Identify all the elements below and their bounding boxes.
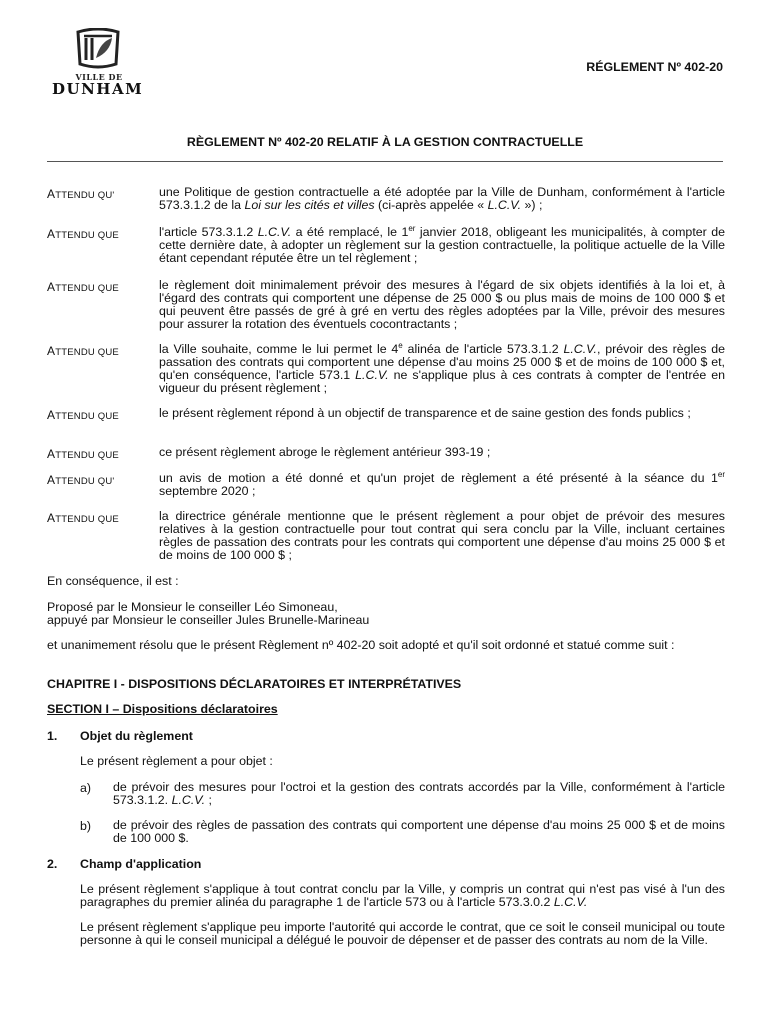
- attendu-text: une Politique de gestion contractuelle a été adoptée par la Ville de Dunham, conformément à l'article 573.3.1.2 de la Loi sur les cités et villes (ci-après appelée « L.C.V. ») ;: [159, 185, 725, 212]
- list-item-key: a): [80, 781, 92, 795]
- attendu-label: ATTENDU QU': [47, 473, 115, 487]
- document-title: RÈGLEMENT Nº 402-20 RELATIF À LA GESTION CONTRACTUELLE: [186, 135, 584, 149]
- title-divider: [47, 161, 723, 162]
- article-1-intro: Le présent règlement a pour objet :: [80, 754, 273, 768]
- attendu-text: la directrice générale mentionne que le présent règlement a pour objet de prévoir des mesures relatives à la gestion contractuelle pour tout contrat qui sera conclu par la Ville, incluant certaines règles de passation des contrats pour les contrats qui comportent une dépense d'au moins 25 000 $ et de moins de 100 000 $ ;: [159, 509, 725, 562]
- chapter-heading: CHAPITRE I - DISPOSITIONS DÉCLARATOIRES ET INTERPRÉTATIVES: [47, 677, 462, 691]
- header-reference: RÉGLEMENT Nº 402-20: [586, 60, 723, 74]
- list-item-key: b): [80, 819, 92, 833]
- propose-text: Proposé par le Monsieur le conseiller Léo Simoneau,: [47, 600, 338, 614]
- attendu-text: l'article 573.3.1.2 L.C.V. a été remplacé, le 1er janvier 2018, obligeant les municipalités, à compter de cette dernière date, à adopter un règlement sur la gestion contractuelle, la politique actuelle de la Ville étant cependant réputée être un tel règlement ;: [159, 223, 725, 265]
- attendu-label: ATTENDU QUE: [47, 408, 119, 422]
- article-2-title: Champ d'application: [80, 857, 202, 871]
- attendu-label: ATTENDU QU': [47, 187, 115, 201]
- attendu-label: ATTENDU QUE: [47, 447, 119, 461]
- article-1-number: 1.: [47, 729, 58, 743]
- list-item-text: de prévoir des mesures pour l'octroi et la gestion des contrats accordés par la Ville, conformément à l'article 573.3.1.2. L.C.V. ;: [113, 780, 725, 807]
- attendu-label: ATTENDU QUE: [47, 280, 119, 294]
- attendu-label: ATTENDU QUE: [47, 511, 119, 525]
- attendu-label: ATTENDU QUE: [47, 227, 119, 241]
- attendu-text: un avis de motion a été donné et qu'un projet de règlement a été présenté à la séance du 1er septembre 2020 ;: [159, 469, 725, 498]
- attendu-text: le présent règlement répond à un objectif de transparence et de saine gestion des fonds publics ;: [159, 406, 691, 420]
- town-emblem-icon: [72, 28, 124, 70]
- logo-text-big: DUNHAM: [52, 80, 144, 98]
- list-item-text: de prévoir des règles de passation des contrats qui comportent une dépense d'au moins 25 000 $ et de moins de 100 000 $.: [113, 818, 725, 845]
- attendu-text: ce présent règlement abroge le règlement antérieur 393-19 ;: [159, 445, 491, 459]
- article-1-title: Objet du règlement: [80, 729, 193, 743]
- consequence-text: En conséquence, il est :: [47, 574, 179, 588]
- section-heading: SECTION I – Dispositions déclaratoires: [47, 702, 278, 716]
- attendu-text: le règlement doit minimalement prévoir des mesures à l'égard de six objets identifiés à la loi et, à l'égard des contrats qui comportent une dépense de 25 000 $ ou plus mais de moins de 100 000 $ et qui peuvent être passés de gré à gré en vertu des règles adoptées par la Ville, prévoir des mesures pour assurer la rotation des éventuels cocontractants ;: [159, 278, 725, 331]
- town-logo: [52, 28, 158, 98]
- logo-text-small: VILLE DE: [75, 72, 123, 82]
- article-2-paragraph-2: Le présent règlement s'applique peu importe l'autorité qui accorde le contrat, que ce soit le conseil municipal ou toute personne à qui le conseil municipal a délégué le pouvoir de dépenser et de passer des contrats au nom de la Ville.: [80, 920, 725, 947]
- attendu-text: la Ville souhaite, comme le lui permet le 4e alinéa de l'article 573.3.1.2 L.C.V., prévoir des règles de passation des contrats qui comportent une dépense d'au moins 25 000 $ et de moins de 100 000 $ et, qu'en conséquence, l'article 573.1 L.C.V. ne s'applique plus à ces contrats à compter de l'entrée en vigueur du présent règlement ;: [159, 340, 725, 395]
- attendu-label: ATTENDU QUE: [47, 344, 119, 358]
- resolution-text: et unanimement résolu que le présent Règlement nº 402-20 soit adopté et qu'il soit ordonné et statué comme suit :: [47, 638, 675, 652]
- article-2-number: 2.: [47, 857, 58, 871]
- appuye-text: appuyé par Monsieur le conseiller Jules Brunelle-Marineau: [47, 613, 370, 627]
- article-2-paragraph-1: Le présent règlement s'applique à tout contrat conclu par la Ville, y compris un contrat qui n'est pas visé à l'un des paragraphes du premier alinéa du paragraphe 1 de l'article 573 ou à l'article 573.3.0.2 L.C.V.: [80, 882, 725, 909]
